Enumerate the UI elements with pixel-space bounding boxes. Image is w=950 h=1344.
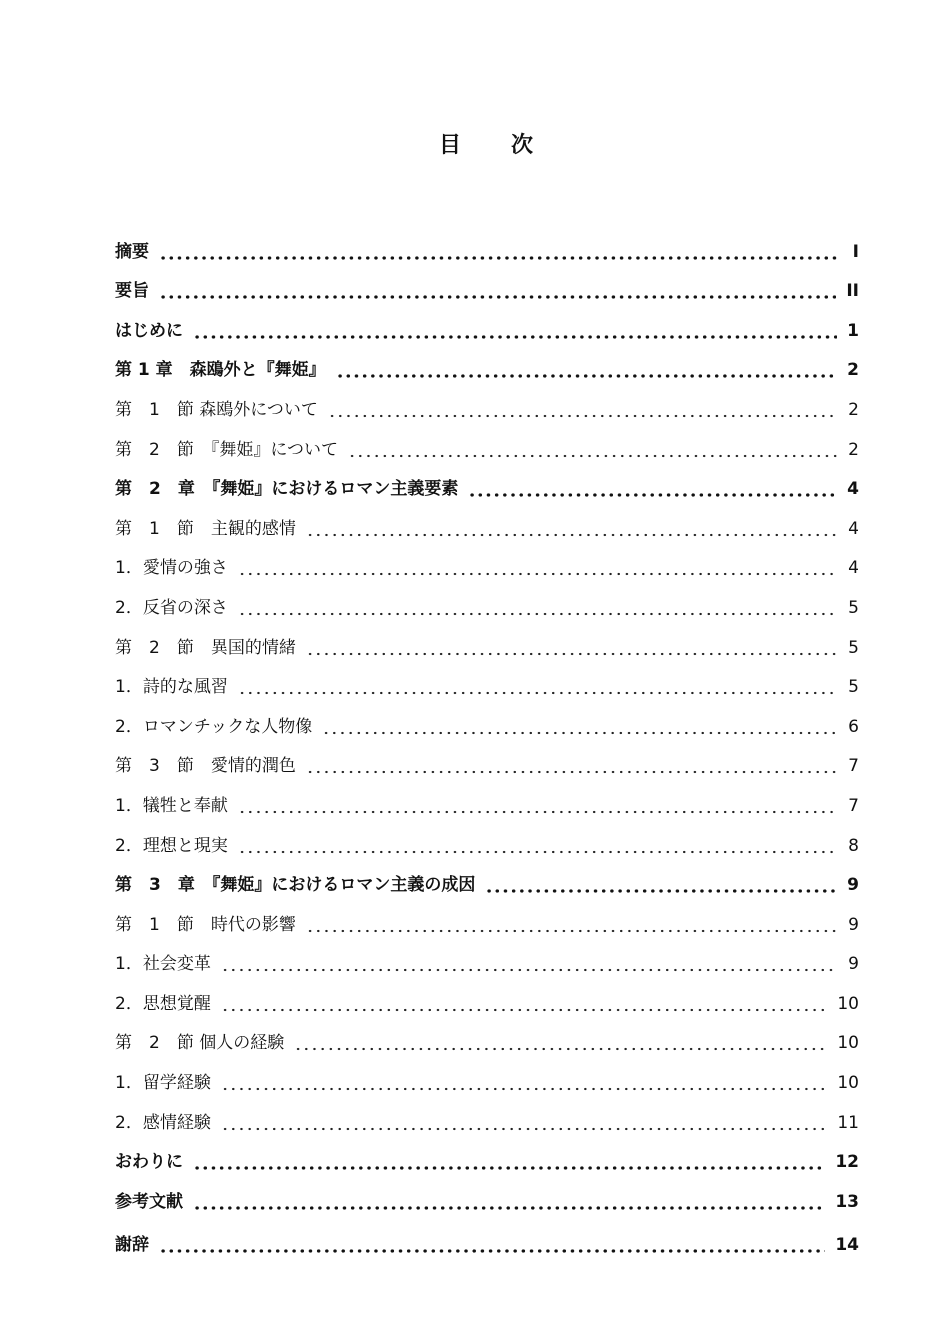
- toc-entry[interactable]: [115, 382, 859, 422]
- toc-entry-page-number: 1: [847, 320, 859, 341]
- toc-entry-label: 第 2 節 『舞姫』について: [115, 439, 338, 460]
- toc-entry-label: 第 2 章 『舞姫』におけるロマン主義要素: [115, 479, 459, 500]
- dot-leader: [294, 1031, 827, 1055]
- toc-entry[interactable]: [115, 541, 859, 581]
- toc-entry-page-number: 4: [848, 558, 859, 579]
- toc-entry[interactable]: [115, 1174, 859, 1214]
- toc-entry[interactable]: [115, 1016, 859, 1056]
- table-of-contents: [115, 224, 859, 1257]
- dot-leader: [485, 873, 837, 897]
- toc-entry-page-number: 12: [835, 1152, 859, 1173]
- toc-entry-label: 2．感情経験: [115, 1112, 211, 1133]
- toc-entry-page-number: I: [852, 241, 859, 262]
- toc-entry-page-number: 14: [835, 1234, 859, 1255]
- toc-entry-label: 2．反省の深さ: [115, 597, 228, 618]
- toc-entry-page-number: 13: [835, 1191, 859, 1212]
- toc-entry-label: 第 3 節 愛情的潤色: [115, 756, 296, 777]
- toc-entry-label: 第 2 節 異国的情緒: [115, 637, 296, 658]
- toc-entry-label: 2．ロマンチックな人物像: [115, 716, 313, 737]
- dot-leader: [193, 319, 837, 343]
- toc-entry-page-number: 9: [848, 954, 859, 975]
- toc-entry-label: 謝辞: [115, 1234, 149, 1255]
- toc-entry[interactable]: [115, 1214, 859, 1257]
- toc-entry[interactable]: [115, 620, 859, 660]
- toc-entry-label: おわりに: [115, 1152, 183, 1173]
- dot-leader: [238, 794, 837, 818]
- dot-leader: [306, 754, 837, 778]
- toc-entry-label: 第 1 節 主観的感情: [115, 518, 296, 539]
- toc-entry[interactable]: [115, 224, 859, 264]
- toc-entry[interactable]: [115, 580, 859, 620]
- toc-entry[interactable]: [115, 462, 859, 502]
- toc-entry-label: はじめに: [115, 320, 183, 341]
- toc-entry-page-number: II: [846, 281, 859, 302]
- toc-entry-page-number: 2: [848, 439, 859, 460]
- toc-entry-label: 2．思想覚醒: [115, 993, 211, 1014]
- toc-entry-label: 2．理想と現実: [115, 835, 228, 856]
- toc-entry[interactable]: [115, 1135, 859, 1175]
- toc-entry-label: 要旨: [115, 281, 149, 302]
- toc-entry-label: 1．留学経験: [115, 1073, 211, 1094]
- dot-leader: [238, 834, 837, 858]
- toc-entry[interactable]: [115, 739, 859, 779]
- toc-entry-page-number: 5: [848, 677, 859, 698]
- dot-leader: [221, 952, 837, 976]
- dot-leader: [238, 675, 837, 699]
- toc-entry-page-number: 4: [848, 518, 859, 539]
- toc-entry[interactable]: [115, 264, 859, 304]
- toc-entry-page-number: 6: [848, 716, 859, 737]
- toc-entry-page-number: 10: [837, 1033, 859, 1054]
- toc-entry-label: 第 3 章 『舞姫』におけるロマン主義の成因: [115, 875, 476, 896]
- toc-entry-label: 1．詩的な風習: [115, 677, 228, 698]
- toc-entry-page-number: 9: [848, 914, 859, 935]
- toc-entry[interactable]: [115, 660, 859, 700]
- toc-entry[interactable]: [115, 976, 859, 1016]
- toc-entry-label: 1．犠牲と奉献: [115, 795, 228, 816]
- toc-entry-label: 摘要: [115, 241, 149, 262]
- toc-entry[interactable]: [115, 818, 859, 858]
- toc-entry[interactable]: [115, 343, 859, 383]
- toc-entry[interactable]: [115, 778, 859, 818]
- dot-leader: [193, 1150, 825, 1174]
- toc-entry[interactable]: [115, 501, 859, 541]
- toc-entry-page-number: 5: [848, 597, 859, 618]
- toc-entry[interactable]: [115, 1055, 859, 1095]
- dot-leader: [306, 517, 837, 541]
- dot-leader: [328, 398, 837, 422]
- dot-leader: [336, 358, 837, 382]
- dot-leader: [221, 1071, 828, 1095]
- toc-entry[interactable]: [115, 699, 859, 739]
- toc-entry-page-number: 5: [848, 637, 859, 658]
- toc-entry[interactable]: [115, 422, 859, 462]
- dot-leader: [238, 596, 837, 620]
- toc-entry[interactable]: [115, 897, 859, 937]
- toc-entry-page-number: 11: [837, 1112, 859, 1133]
- toc-entry-label: 第 1 章 森鴎外と『舞姫』: [115, 360, 326, 381]
- toc-entry-page-number: 2: [848, 399, 859, 420]
- toc-entry-page-number: 8: [848, 835, 859, 856]
- toc-entry-page-number: 2: [847, 360, 859, 381]
- toc-entry-page-number: 4: [847, 479, 859, 500]
- dot-leader: [322, 715, 837, 739]
- toc-entry[interactable]: [115, 303, 859, 343]
- dot-leader: [348, 438, 837, 462]
- dot-leader: [238, 556, 837, 580]
- toc-entry-page-number: 7: [848, 795, 859, 816]
- toc-entry-page-number: 9: [847, 875, 859, 896]
- toc-entry[interactable]: [115, 858, 859, 898]
- toc-entry[interactable]: [115, 1095, 859, 1135]
- toc-entry-page-number: 10: [837, 993, 859, 1014]
- toc-entry-label: 1．愛情の強さ: [115, 558, 228, 579]
- toc-entry-label: 第 1 節 時代の影響: [115, 914, 296, 935]
- dot-leader: [159, 1233, 825, 1257]
- toc-entry-page-number: 7: [848, 756, 859, 777]
- dot-leader: [193, 1190, 825, 1214]
- dot-leader: [221, 992, 828, 1016]
- toc-entry-label: 第 2 節 個人の経験: [115, 1033, 285, 1054]
- dot-leader: [159, 279, 836, 303]
- dot-leader: [159, 240, 837, 264]
- toc-entry-page-number: 10: [837, 1073, 859, 1094]
- dot-leader: [468, 477, 837, 501]
- toc-entry-label: 第 1 節 森鴎外について: [115, 399, 318, 420]
- dot-leader: [221, 1111, 828, 1135]
- toc-entry[interactable]: [115, 937, 859, 977]
- toc-entry-label: 参考文献: [115, 1191, 183, 1212]
- toc-entry-label: 1．社会変革: [115, 954, 211, 975]
- dot-leader: [306, 913, 837, 937]
- page-title: 目 次: [438, 133, 547, 158]
- dot-leader: [306, 636, 837, 660]
